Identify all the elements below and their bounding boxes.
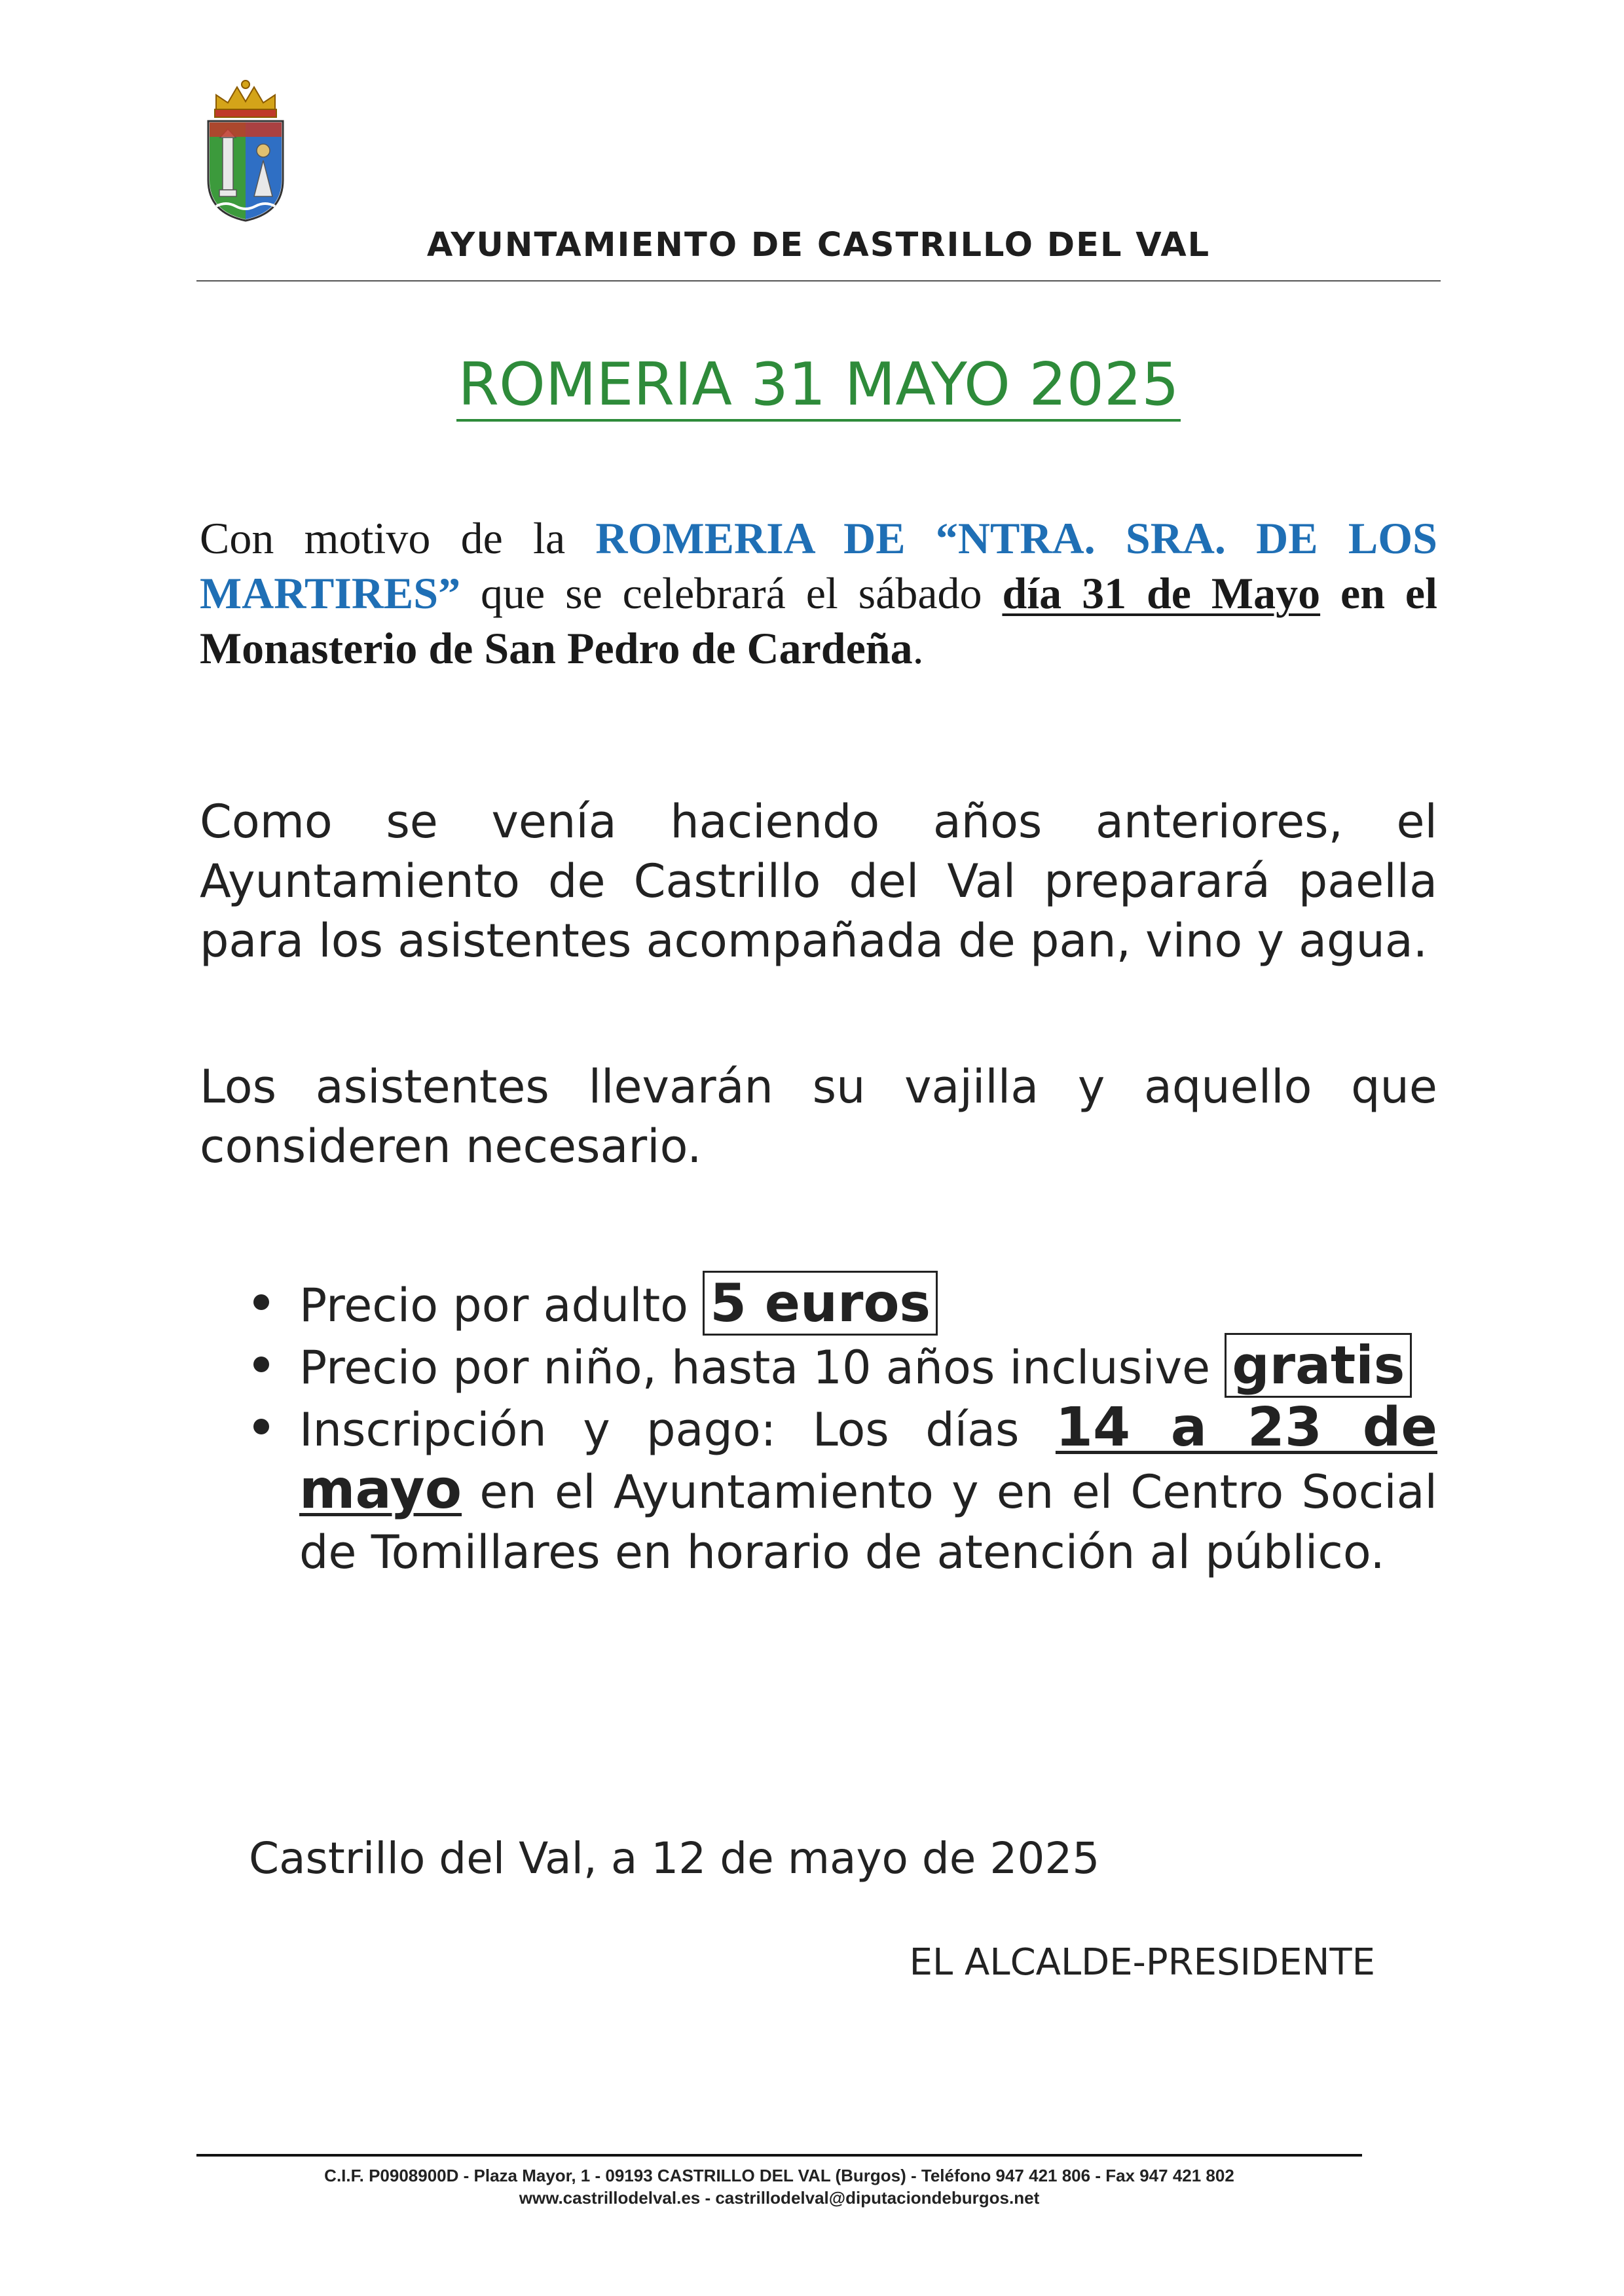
page-title (196, 350, 1441, 419)
signature-title: EL ALCALDE-PRESIDENTE (909, 1941, 1375, 1984)
intro-text-1: Con motivo de la (200, 513, 596, 563)
child-price-value: gratis (1225, 1333, 1412, 1398)
registration-label: Inscripción y pago: Los días (299, 1403, 1056, 1457)
intro-text-4: . (912, 623, 924, 673)
adult-price-label: Precio por adulto (299, 1279, 703, 1332)
title-text: ROMERIA 31 MAYO 2025 (456, 350, 1180, 422)
footer-web-email: www.castrillodelval.es - castrillodelval@diputaciondeburgos.net (519, 2188, 1040, 2208)
intro-paragraph (200, 511, 1437, 676)
child-price-label: Precio por niño, hasta 10 años inclusive (299, 1341, 1225, 1394)
event-name: ROMERIA DE “NTRA. SRA. DE LOS MARTIRES” (200, 513, 1437, 618)
tableware-paragraph: Los asistentes llevarán su vajilla y aquello que consideren necesario. (200, 1060, 1437, 1173)
adult-price-value: 5 euros (703, 1271, 938, 1336)
intro-text-2: que se celebrará el sábado (460, 568, 1003, 618)
footer-divider (196, 2154, 1362, 2157)
paella-paragraph: Como se venía haciendo años anteriores, el Ayuntamiento de Castrillo del Val preparará paella para los asistentes acompañada de pan, vino y agua. (200, 795, 1437, 968)
footer-contact: C.I.F. P0908900D - Plaza Mayor, 1 - 09193 CASTRILLO DEL VAL (Burgos) - Teléfono 947 421 806 - Fax 947 421 802 (324, 2166, 1234, 2185)
place-and-date: Castrillo del Val, a 12 de mayo de 2025 (249, 1833, 1100, 1884)
bullet-icon (253, 1294, 269, 1310)
registration-dates: 14 a 23 de mayo (299, 1396, 1438, 1521)
list-item-adult-price (239, 1273, 1437, 1336)
event-location: en el Monasterio de San Pedro de Cardeña (200, 568, 1438, 673)
organization-name: AYUNTAMIENTO DE CASTRILLO DEL VAL (426, 226, 1211, 264)
coat-of-arms-icon (196, 75, 295, 226)
bullet-icon (253, 1419, 269, 1434)
details-list (239, 1273, 1437, 1582)
bullet-icon (253, 1357, 269, 1372)
event-date: día 31 de Mayo (1002, 568, 1321, 618)
list-item-child-price (239, 1336, 1437, 1398)
registration-details: en el Ayuntamiento y en el Centro Social de Tomillares en horario de atención al público. (299, 1465, 1437, 1579)
header-divider (196, 280, 1441, 282)
list-item-registration (239, 1398, 1437, 1582)
